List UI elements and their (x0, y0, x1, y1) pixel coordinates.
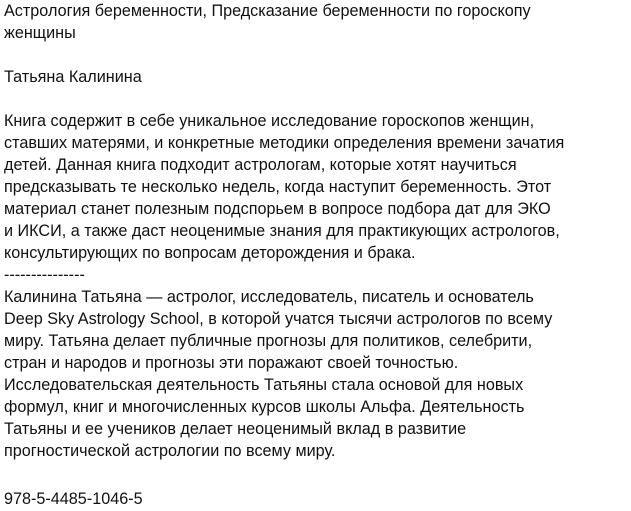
isbn: 978-5-4485-1046-5 (4, 490, 143, 508)
book-author: Татьяна Калинина (4, 68, 142, 86)
book-title: Астрология беременности, Предсказание беременности по гороскопу женщины (4, 2, 531, 42)
author-bio: Калинина Татьяна — астролог, исследователь, писатель и основатель Deep Sky Astrology School, в которой учатся тысячи астрологов по всему миру. Татьяна делает публичные прогнозы для политиков, селебрити, стран и народов и прогнозы эти поражают своей точностью. Исследовательская деятельность Татьяны стала основой для новых формул, книг и многочисленных курсов школы Альфа. Деятельность Татьяны и ее учеников делает неоценимый вклад в развитие прогностической астрологии по всему миру. (4, 288, 553, 460)
book-description: Книга содержит в себе уникальное исследование гороскопов женщин, ставших матерями, и конкретные методики определения времени зачатия детей. Данная книга подходит астрологам, которые хотят научиться предсказывать те несколько недель, когда наступит беременность. Этот материал станет полезным подспорьем в вопросе подбора дат для ЭКО и ИКСИ, а также даст неоценимые знания для практикующих астрологов, консультирующих по вопросам деторождения и брака. (4, 112, 565, 262)
section-divider: --------------- (4, 266, 85, 284)
